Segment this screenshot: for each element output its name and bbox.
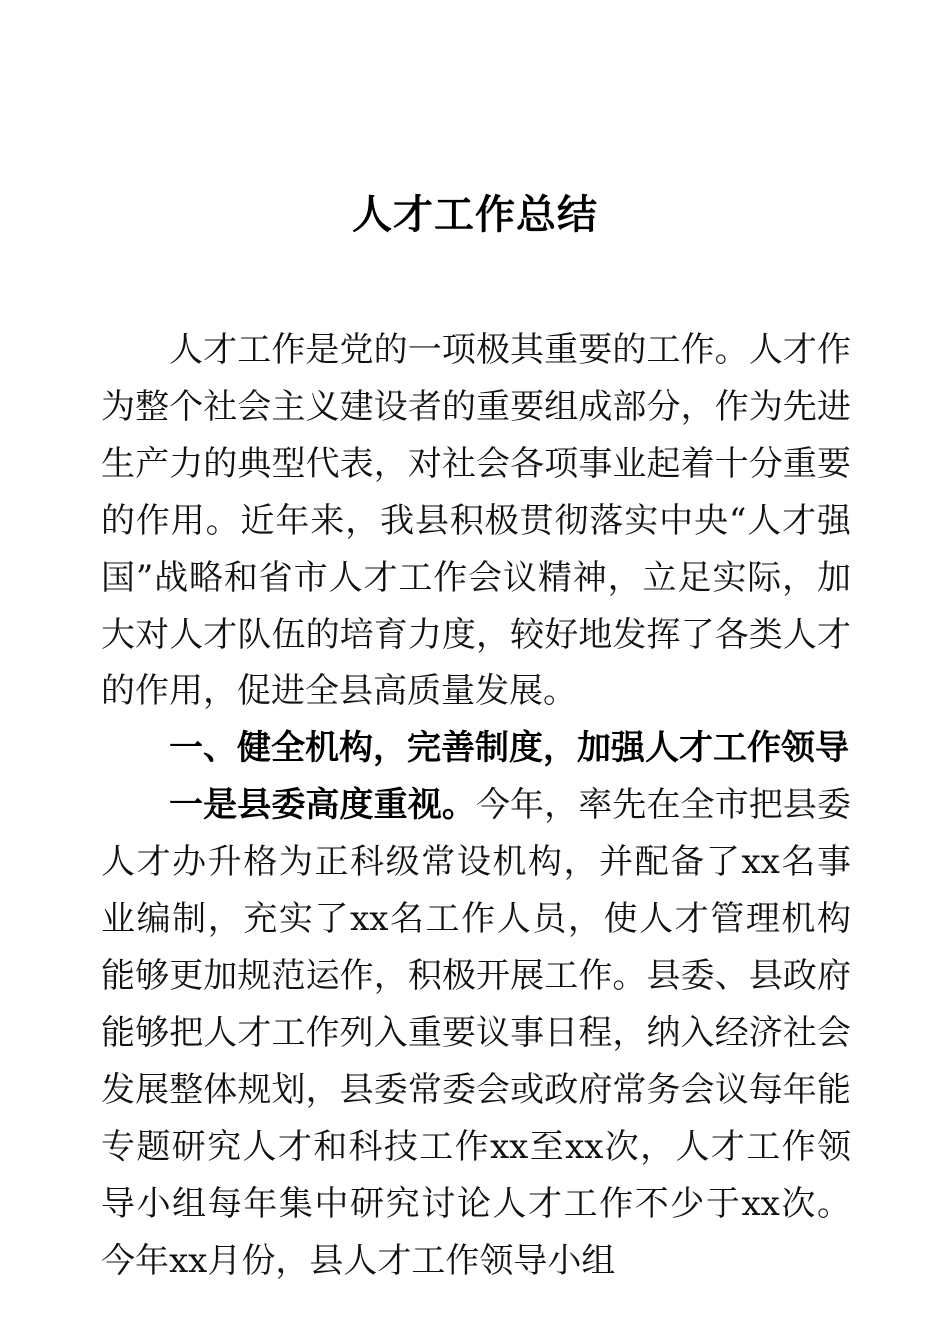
document-title: 人才工作总结 [352,191,598,238]
section-paragraph-lead: 一是县委高度重视。 [169,785,476,826]
section-paragraph [101,777,851,1289]
section-paragraph-text: 今年，率先在全市把县委人才办升格为正科级常设机构，并配备了xx名事业编制，充实了xx名工作人员，使人才管理机构能够更加规范运作，积极开展工作。县委、县政府能够把人才工作列入重要议事日程，纳入经济社会发展整体规划，县委常委会或政府常务会议每年能专题研究人才和科技工作xx至xx次，人才工作领导小组每年集中研究讨论人才工作不少于xx次。今年xx月份，县人才工作领导小组 [101,785,852,1281]
document-body [101,322,851,1289]
section-heading: 一、健全机构，完善制度，加强人才工作领导 [169,728,849,769]
intro-paragraph: 人才工作是党的一项极其重要的工作。人才作为整个社会主义建设者的重要组成部分，作为先进生产力的典型代表，对社会各项事业起着十分重要的作用。近年来，我县积极贯彻落实中央“人才强国”战略和省市人才工作会议精神，立足实际，加大对人才队伍的培育力度，较好地发挥了各类人才的作用，促进全县高质量发展。 [101,330,851,712]
